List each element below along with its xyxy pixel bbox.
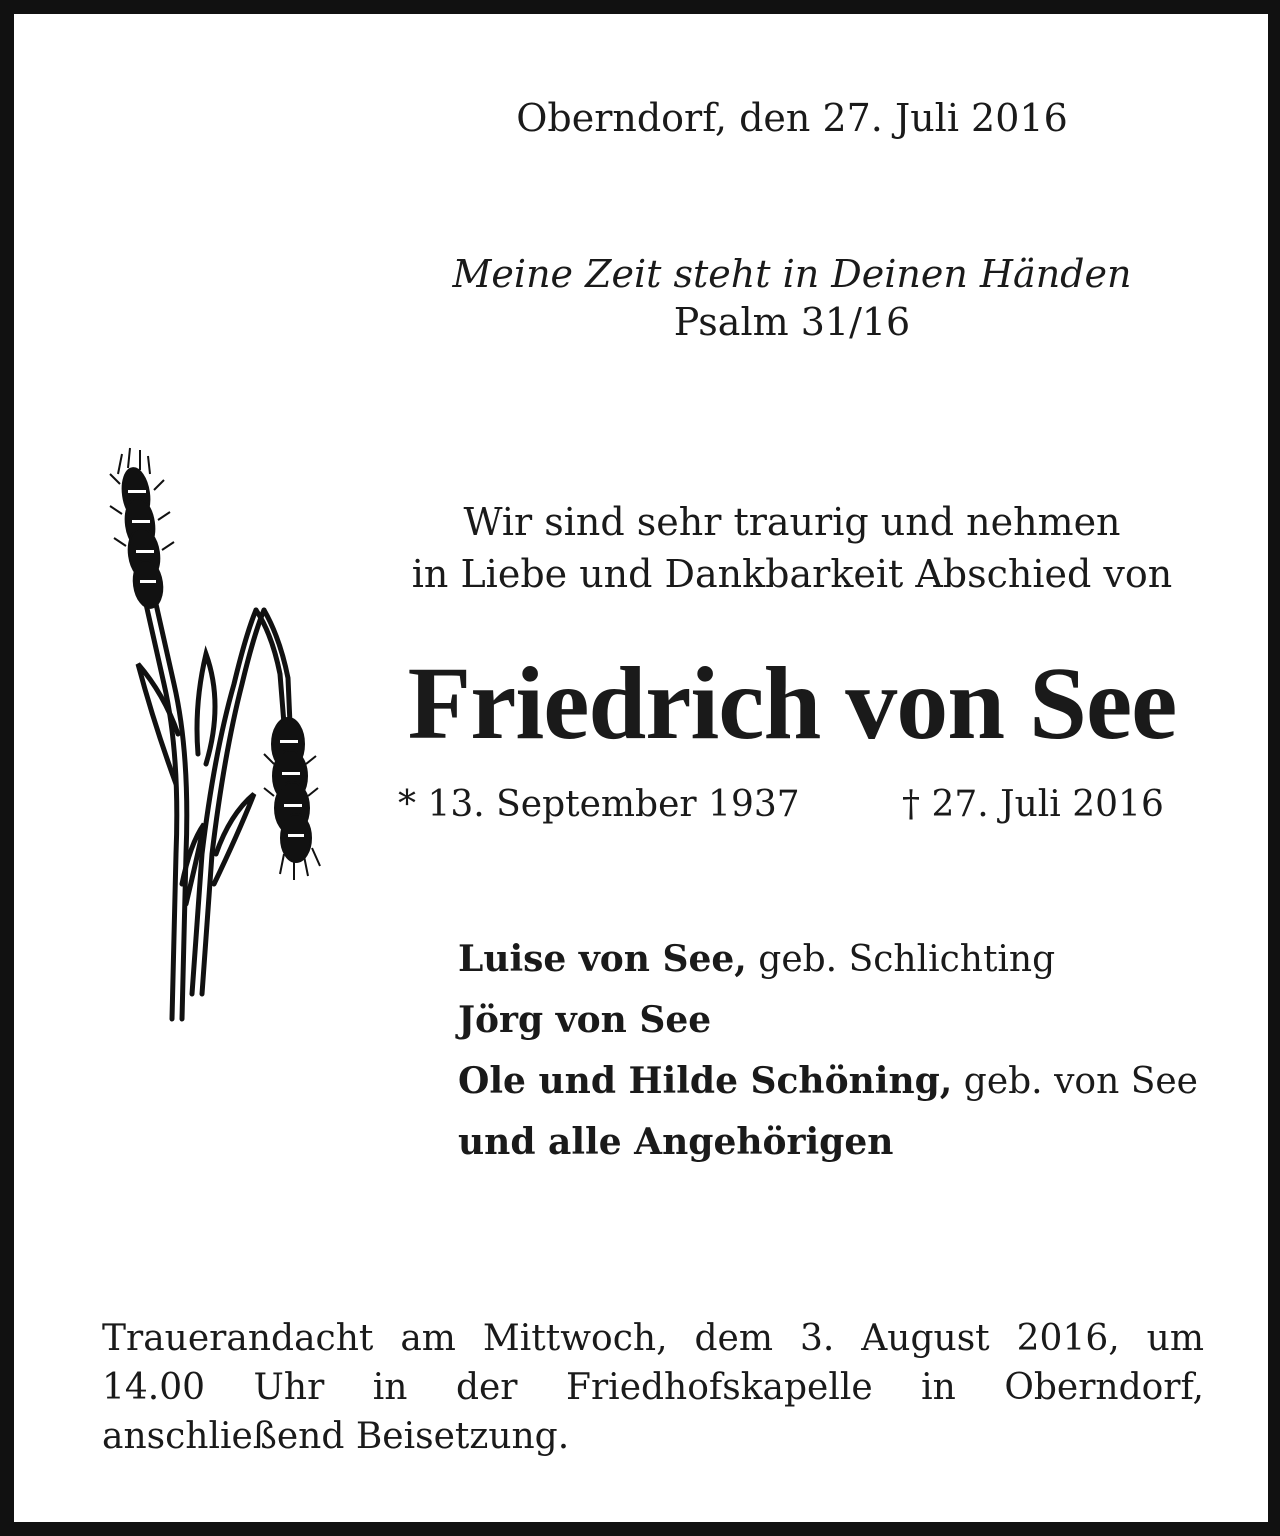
mourner-line bbox=[458, 1056, 1198, 1117]
place-date: Oberndorf, den 27. Juli 2016 bbox=[516, 96, 1068, 140]
mourner-line bbox=[458, 1117, 1198, 1178]
mourner-note: geb. Schlichting bbox=[746, 939, 1056, 980]
mourners-list bbox=[458, 934, 1198, 1178]
mourner-note: geb. von See bbox=[952, 1061, 1198, 1102]
motto-source: Psalm 31/16 bbox=[673, 300, 911, 344]
intro-line-2: in Liebe und Dankbarkeit Abschied von bbox=[411, 552, 1173, 596]
mourner-name: Luise von See, bbox=[458, 938, 747, 980]
mourner-name: Ole und Hilde Schöning, bbox=[458, 1060, 953, 1102]
death-date: † 27. Juli 2016 bbox=[902, 784, 1164, 825]
mourner-line bbox=[458, 995, 1198, 1056]
service-details: Trauerandacht am Mittwoch, dem 3. August 2016, um 14.00 Uhr in der Friedhofskapelle in Oberndorf, anschließend Beisetzung. bbox=[102, 1318, 1204, 1457]
intro-line-1: Wir sind sehr traurig und nehmen bbox=[463, 500, 1121, 544]
birth-date: * 13. September 1937 bbox=[398, 784, 800, 825]
mourner-name: und alle Angehörigen bbox=[458, 1121, 894, 1163]
mourner-line bbox=[458, 934, 1198, 995]
deceased-name: Friedrich von See bbox=[407, 646, 1177, 761]
mourner-name: Jörg von See bbox=[458, 999, 712, 1041]
wheat-ears-icon bbox=[94, 434, 334, 1034]
motto-verse: Meine Zeit steht in Deinen Händen bbox=[452, 252, 1132, 296]
